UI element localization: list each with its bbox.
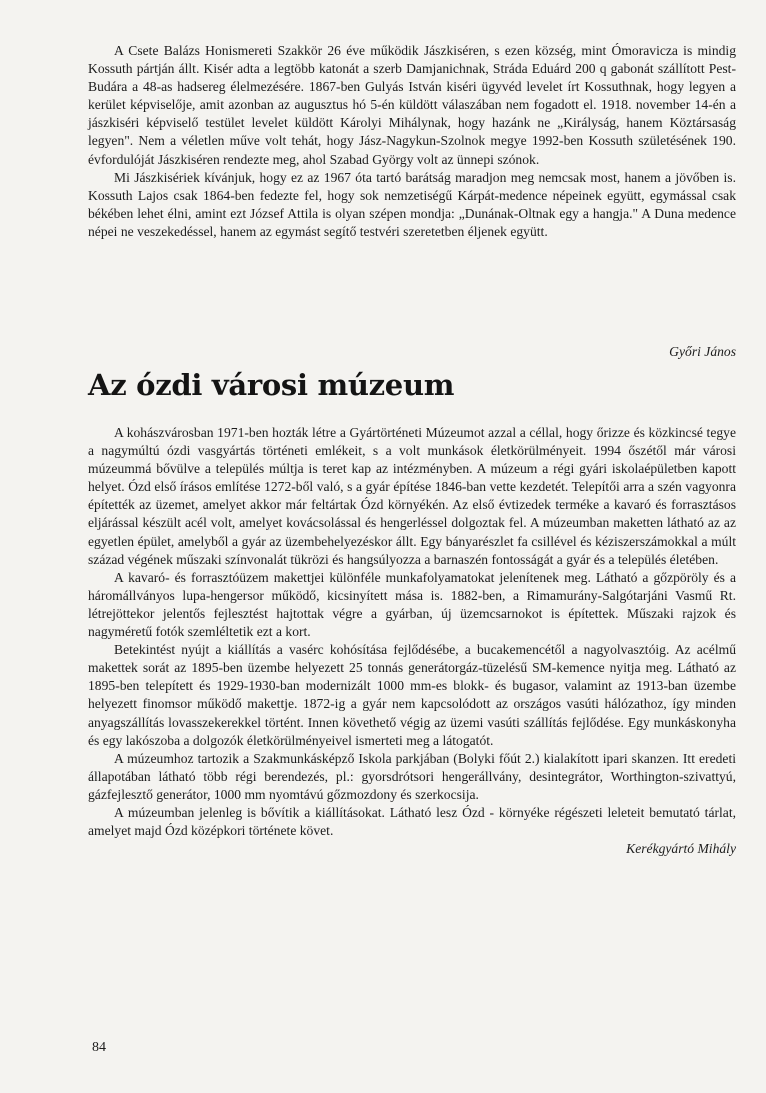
article-museum-text (88, 424, 736, 858)
paragraph: A Csete Balázs Honismereti Szakkör 26 éve működik Jászkiséren, s ezen község, mint Ómoravicza is mindig Kossuth pártján állt. Kisér adta a legtöbb katonát a szerb Damjanichnak, Stráda Eduárd 200 q gabonát szállított Pest-Budára a 48-as hadsereg élelmezésére. 1867-ben Gulyás István kiséri ügyvéd levelet írt Kossuthnak, hogy legyen a kerület képviselője, amit azonban az augusztus hó 5-én küldött válaszában nem fogadott el. 1918. november 14-én a jászkiséri képviselő testület levelet küldött Károlyi Mihálynak, hogy hazánk ne „Királyság, hanem Köztársaság legyen". Nem a véletlen műve volt tehát, hogy Jász-Nagykun-Szolnok megye 1992-ben Kossuth születésének 190. évfordulóját Jászkiséren rendezte meg, ahol Szabad György volt az ünnepi szónok. (88, 43, 736, 167)
article-kossuth-text (88, 42, 736, 241)
paragraph: A kohászvárosban 1971-ben hozták létre a Gyártörténeti Múzeumot azzal a céllal, hogy őrizze és közkincsé tegye a nagymúltú ózdi vasgyártás történeti emlékeit, s a volt munkások életkörülményeit. 1994 őszétől már városi múzeummá bővülve a település múltja is teret kap az intézményben. A múzeum a régi gyári iskolaépületben kapott helyet. Ózd első írásos említése 1272-ből való, s a gyár építése 1846-ban vette kezdetét. Telepítői arra a szén vagyonra építették az üzemet, amelyet akkor már feltártak Ózd környékén. Az első évtizedek terméke a kavaró és forrasztásos eljárással készült acél volt, amelyet kovácsolással és hengerléssel dolgoztak fel. A múzeumban maketten látható az az egyetlen épület, amelyből a gyár az üzembehelyezéskor állt. Egy bányarészlet fa csillével és kéziszerszámokkal a múlt század végének műszaki színvonalát tükrözi és hangsúlyozza a barnaszén fontosságát a gyár és a település életében. (88, 425, 736, 567)
article-title: Az ózdi városi múzeum (88, 368, 455, 402)
paragraph: Betekintést nyújt a kiállítás a vasérc kohósítása fejlődésébe, a bucakemencétől a nagyolvasztóig. Az acélmű makettek sorát az 1895-ben üzembe helyezett 25 tonnás generátorgáz-tüzelésű SM-kemence nyitja meg. Látható az 1895-ben telepített és 1929-1930-ban modernizált 1000 mm-es blokk- és bugasor, valamint az 1913-ban üzembe helyezett finomsor működő makettje. 1872-ig a gyár nem kapcsolódott az országos vasúti hálózathoz, így minden anyagszállítás lovasszekerekkel történt. Innen követhető végig az üzemi vasúti szállítás fejlődése. Egy munkáskonyha és egy lakószoba a dolgozók életkörülményeivel ismerteti meg a látogatót. (88, 642, 736, 748)
author-signature: Győri János (669, 344, 736, 359)
page-number: 84 (92, 1040, 106, 1055)
author-signature: Kerékgyártó Mihály (626, 841, 736, 857)
paragraph: A múzeumhoz tartozik a Szakmunkásképző Iskola parkjában (Bolyki főút 2.) kialakított ipari skanzen. Itt eredeti állapotában látható több régi berendezés, pl.: gyorsdrótsori hengerállvány, desintegrátor, Worthington-szivattyú, gázfejlesztő generátor, 1000 mm nyomtávú gőzmozdony és szerkocsija. (88, 750, 736, 802)
paragraph: A kavaró- és forrasztóüzem makettjei különféle munkafolyamatokat jelenítenek meg. Látható a gőzpöröly és a háromállványos lupa-hengersor működő, kicsinyített mása is. 1882-ben, a Rimamurány-Salgótarjáni Vasmű Rt. létrejöttekor jelentős fejlesztést hajtottak végre a gyárban, új üzemcsarnokot is építettek. Műszaki rajzok és nagyméretű fotók szemléltetik ezt a kort. (88, 569, 736, 640)
paragraph: A múzeumban jelenleg is bővítik a kiállításokat. Látható lesz Ózd - környéke régészeti leleteit bemutató tárlat, amelyet majd Ózd középkori története követ. (88, 804, 736, 839)
paragraph: Mi Jászkisériek kívánjuk, hogy ez az 1967 óta tartó barátság maradjon meg nemcsak most, hanem a jövőben is. Kossuth Lajos csak 1864-ben fedezte fel, hogy sok nemzetiségű Kárpát-medence népeinek együtt, egymással csak békében lehet élni, amint ezt József Attila is olyan szépen mondja: „Dunának-Oltnak egy a hangja." A Duna medence népei ne veszekedéssel, hanem az egymást segítő testvéri szeretetben éljenek együtt. (88, 169, 736, 239)
